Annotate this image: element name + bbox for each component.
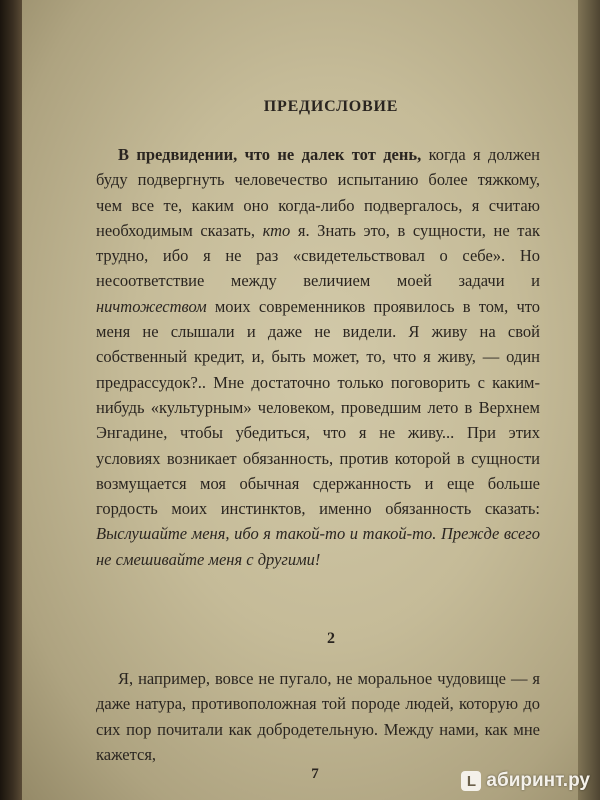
preface-paragraph-2: Я, например, вовсе не пугало, не моральное чудовище — я даже натура, противоположная той породе людей, которую до сих пор почитали как добродетельную. Между нами, как мне кажется, xyxy=(96,669,540,764)
watermark-text: абиринт.ру xyxy=(486,770,590,791)
page-right-edge-shadow xyxy=(578,0,600,800)
italic-word-kto: кто xyxy=(262,220,291,240)
opening-bold-phrase: В предвидении, что не далек тот день, xyxy=(118,145,422,164)
labirint-logo-icon: L xyxy=(461,771,481,791)
text-span: я. Знать это, в сущности, не так трудно, ибо я не раз «свидетельствовал о себе». Но несоответствие между величием моей задачи и xyxy=(96,220,540,291)
preface-paragraph-1 xyxy=(96,142,540,572)
section-number: 2 xyxy=(327,630,335,648)
book-page xyxy=(22,0,578,800)
book-gutter-shadow xyxy=(0,0,22,800)
page-content xyxy=(96,98,540,767)
page-number: 7 xyxy=(311,766,319,782)
italic-word-nichtozhestvom: ничтожеством xyxy=(96,296,207,316)
labirint-watermark xyxy=(461,770,590,792)
italic-closing-sentence: Выслушайте меня, ибо я такой-то и такой-то. Прежде всего не смешивайте меня с другими! xyxy=(96,524,540,569)
text-span: когда я должен буду подвергнуть человечество испытанию более тяжкому, чем все те, каким оно когда-либо подвергалось, я считаю необходимым сказать, xyxy=(96,145,540,240)
page-heading: ПРЕДИСЛОВИЕ xyxy=(263,98,399,115)
text-span: моих современников проявилось в том, что меня не слышали и даже не видели. Я живу на свой собственный кредит, и, быть может, то, что я живу, — один предрассудок?.. Мне достаточно только поговорить с каким-нибудь «культурным» человеком, проведшим лето в Верхнем Энгадине, чтобы убедиться, что я не живу... При этих условиях возникает обязанность, против которой в сущности возмущается моя обычная сдержанность и еще больше гордость моих инстинктов, именно обязанность сказать: xyxy=(96,296,540,519)
